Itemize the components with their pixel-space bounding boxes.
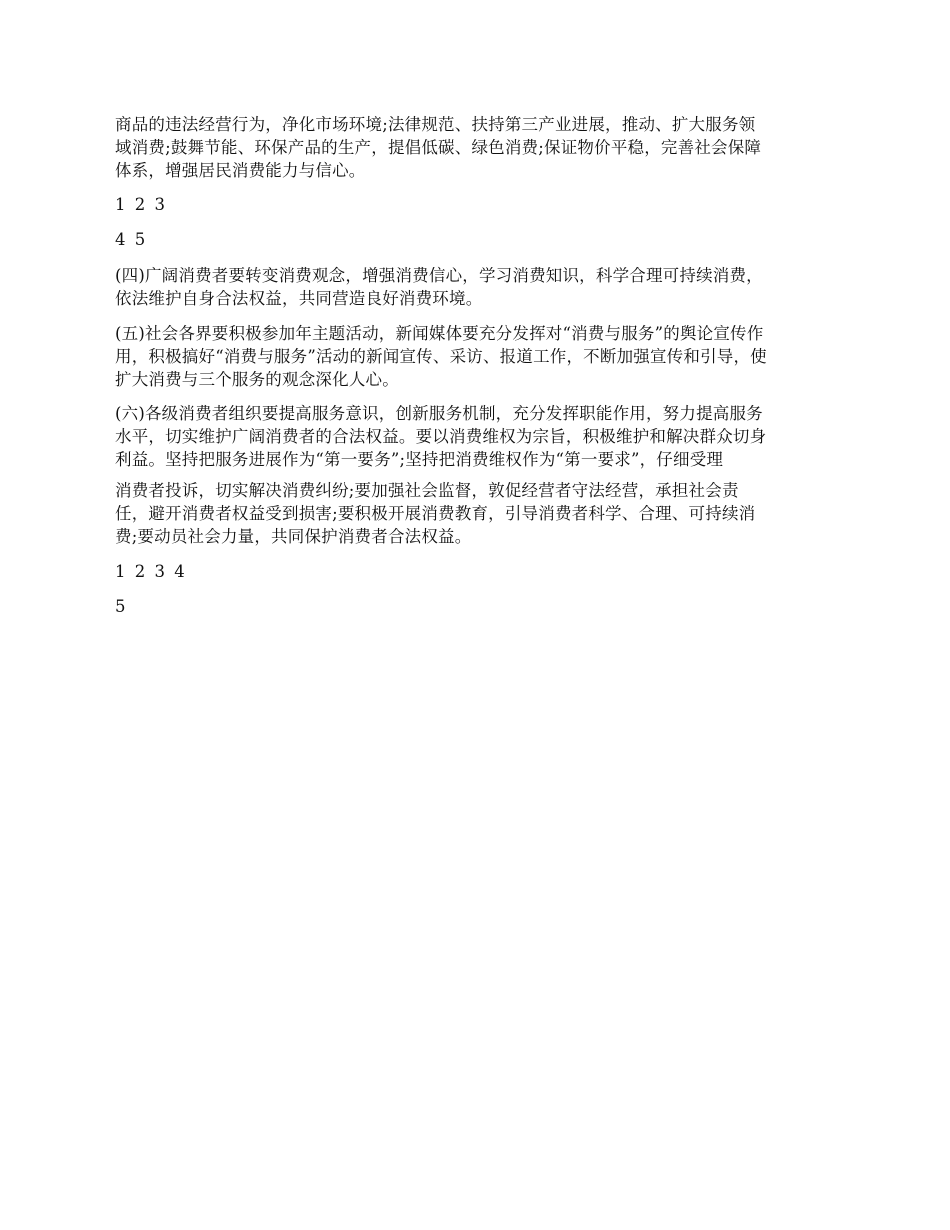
paragraph-six: (六)各级消费者组织要提高服务意识，创新服务机制，充分发挥职能作用，努力提高服务 水平，切实维护广阔消费者的合法权益。要以消费维权为宗旨，积极维护和解决群众切身 利益。坚持把服务进展作为“第一要务”;坚持把消费维权作为“第一要求”，仔细受理 [115,404,767,469]
page-marker: 1 2 3 4 [115,562,187,581]
page-marker: 4 5 [115,230,148,249]
paragraph-consumption-policy: 商品的违法经营行为，净化市场环境;法律规范、扶持第三产业进展，推动、扩大服务领 域消费;鼓舞节能、环保产品的生产，提倡低碳、绿色消费;保证物价平稳，完善社会保障 体系，增强居民消费能力与信心。 [115,115,762,180]
page-marker: 1 2 3 [115,195,167,214]
paragraph-six-continued: 消费者投诉，切实解决消费纠纷;要加强社会监督，敦促经营者守法经营，承担社会责 任，避开消费者权益受到损害;要积极开展消费教育，引导消费者科学、合理、可持续消 费;要动员社会力量，共同保护消费者合法权益。 [115,481,756,546]
paragraph-five: (五)社会各界要积极参加年主题活动，新闻媒体要充分发挥对“消费与服务”的舆论宣传作 用，积极搞好“消费与服务”活动的新闻宣传、采访、报道工作，不断加强宣传和引导，使 扩大消费与三个服务的观念深化人心。 [115,324,767,389]
page-marker: 5 [115,597,128,616]
paragraph-four: (四)广阔消费者要转变消费观念，增强消费信心，学习消费知识，科学合理可持续消费， 依法维护自身合法权益，共同营造良好消费环境。 [115,266,763,308]
